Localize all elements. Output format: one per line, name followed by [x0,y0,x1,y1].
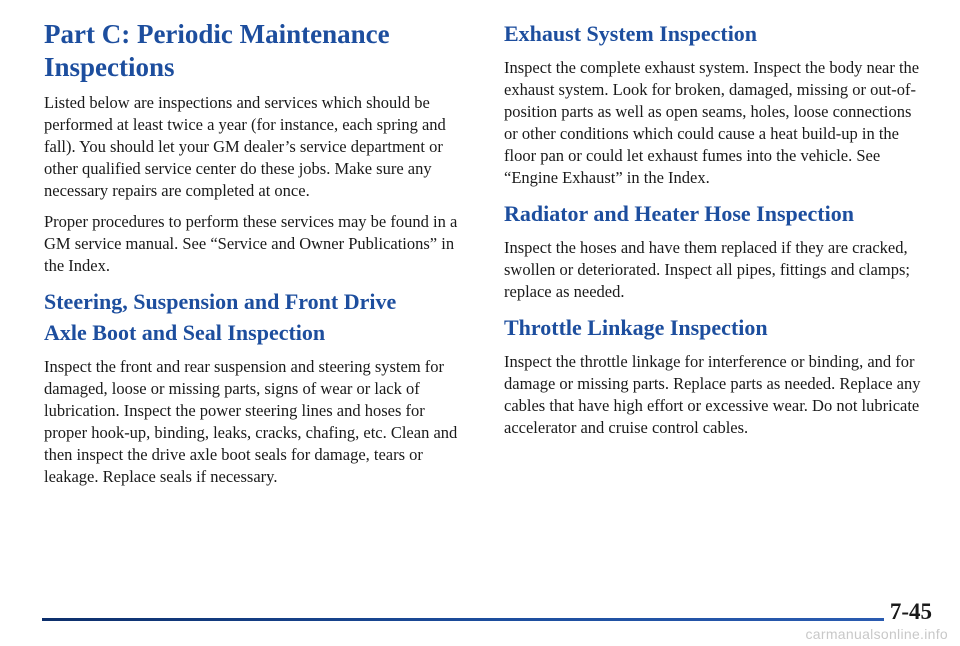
part-title [44,18,464,84]
steering-title-line1: Steering, Suspension and Front Drive [44,289,397,314]
part-procedures-paragraph: Proper procedures to perform these services may be found in a GM service manual. See “Service and Owner Publications” in the Index. [44,212,458,275]
throttle-section-title: Throttle Linkage Inspection [504,315,768,340]
footer-rule [42,618,884,621]
steering-section-title [44,286,464,348]
steering-title-line2: Axle Boot and Seal Inspection [44,320,326,345]
watermark: carmanualsonline.info [805,626,948,642]
throttle-section-body: Inspect the throttle linkage for interference or binding, and for damage or missing parts. Replace parts as needed. Replace any cables that have high effort or excessive wear. Do not lubricate accelerator and cruise control cables. [504,352,921,437]
page-number: 7-45 [889,599,932,624]
radiator-section-title: Radiator and Heater Hose Inspection [504,201,854,226]
steering-section-body: Inspect the front and rear suspension and steering system for damaged, loose or missing parts, signs of wear or lack of lubrication. Inspect the power steering lines and hoses for proper hook-up, binding, leaks, cracks, chafing, etc. Clean and then inspect the drive axle boot seals for damage, tears or leakage. Replace seals if necessary. [44,357,458,486]
part-title-line1: Part C: Periodic Maintenance [44,19,390,49]
right-column [504,18,929,448]
part-intro-paragraph: Listed below are inspections and services which should be performed at least twice a year (for instance, each spring and fall). You should let your GM dealer’s service department or other qualified service center do these jobs. Make sure any necessary repairs are completed at once. [44,93,446,200]
exhaust-section-title: Exhaust System Inspection [504,21,758,46]
radiator-section-body: Inspect the hoses and have them replaced if they are cracked, swollen or deteriorated. Inspect all pipes, fittings and clamps; replace as needed. [504,238,910,301]
exhaust-section-body: Inspect the complete exhaust system. Inspect the body near the exhaust system. Look for broken, damaged, missing or out-of-position parts as well as open seams, holes, loose connections or other conditions which could cause a heat build-up in the floor pan or could let exhaust fumes into the vehicle. See “Engine Exhaust” in the Index. [504,58,920,187]
left-column [44,18,464,497]
part-title-line2: Inspections [44,52,175,82]
